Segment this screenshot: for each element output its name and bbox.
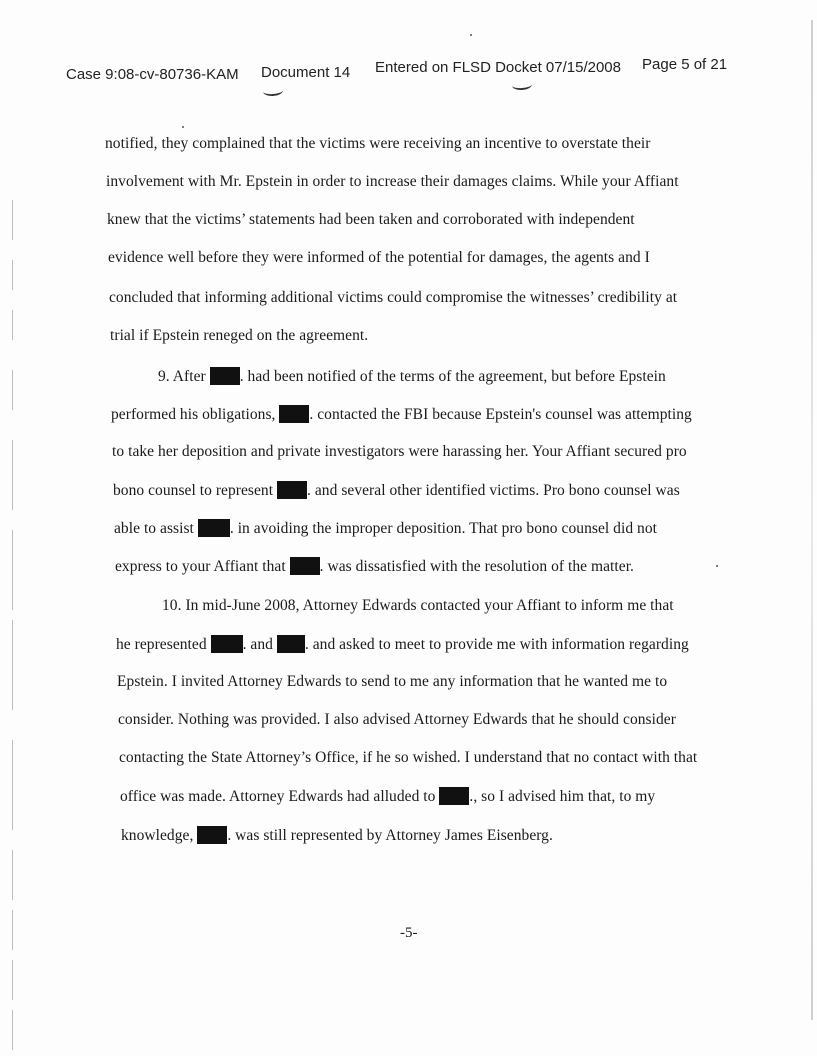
scan-mark-left — [12, 200, 13, 240]
scan-mark-left — [12, 620, 13, 710]
scan-mark-left — [12, 260, 13, 290]
redaction-block — [439, 787, 469, 805]
paragraph-10-start: 10. In mid-June 2008, Attorney Edwards contacted your Affiant to inform me that — [162, 597, 674, 614]
body-line: trial if Epstein reneged on the agreement. — [110, 327, 369, 344]
body-line: he represented . and . and asked to meet to provide me with information regarding — [116, 636, 689, 653]
scan-mark-left — [12, 1010, 13, 1050]
scan-mark-left — [12, 850, 13, 900]
redaction-block — [277, 635, 305, 653]
redaction-block — [210, 367, 240, 385]
scan-mark-left — [12, 740, 13, 830]
redaction-block — [197, 826, 227, 844]
scan-mark-left — [12, 910, 13, 950]
body-line: knowledge, . was still represented by Attorney James Eisenberg. — [121, 827, 553, 844]
body-line: concluded that informing additional victims could compromise the witnesses’ credibility at — [109, 289, 678, 306]
scan-speck — [470, 34, 472, 36]
case-number: Case 9:08-cv-80736-KAM — [66, 66, 239, 83]
scan-speck — [716, 565, 718, 567]
page-number: -5- — [400, 925, 418, 941]
docket-entry-date: Entered on FLSD Docket 07/15/2008 — [375, 59, 621, 76]
redaction-block — [279, 405, 309, 423]
document-number: Document 14 — [261, 64, 351, 81]
body-line: bono counsel to represent . and several other identified victims. Pro bono counsel was — [113, 482, 680, 499]
scan-speck — [182, 126, 184, 128]
body-line: to take her deposition and private investigators were harassing her. Your Affiant secured pro — [112, 443, 687, 460]
body-line: express to your Affiant that . was dissatisfied with the resolution of the matter. — [115, 558, 634, 575]
body-line: evidence well before they were informed of the potential for damages, the agents and I — [108, 249, 650, 266]
scan-mark-left — [12, 960, 13, 1000]
scan-mark-left — [12, 370, 13, 410]
body-line: consider. Nothing was provided. I also advised Attorney Edwards that he should consider — [118, 711, 676, 728]
scan-mark-left — [12, 440, 13, 510]
body-line: able to assist . in avoiding the improper deposition. That pro bono counsel did not — [114, 520, 657, 537]
body-line: notified, they complained that the victims were receiving an incentive to overstate their — [105, 135, 651, 152]
body-line: performed his obligations, . contacted the FBI because Epstein's counsel was attempting — [111, 406, 692, 423]
body-line: knew that the victims’ statements had been taken and corroborated with independent — [107, 211, 635, 228]
body-line: involvement with Mr. Epstein in order to increase their damages claims. While your Affiant — [106, 173, 679, 190]
scan-edge-right — [811, 20, 813, 1020]
page-count: Page 5 of 21 — [642, 56, 728, 73]
pen-mark — [263, 85, 284, 96]
scan-mark-left — [12, 310, 13, 340]
redaction-block — [198, 519, 230, 537]
scan-mark-left — [12, 530, 13, 610]
body-line: office was made. Attorney Edwards had alluded to ., so I advised him that, to my — [120, 788, 656, 805]
docket-header — [0, 56, 817, 86]
body-line: contacting the State Attorney’s Office, if he so wished. I understand that no contact with that — [119, 749, 698, 766]
paragraph-9-start: 9. After . had been notified of the terms of the agreement, but before Epstein — [158, 368, 666, 385]
body-line: Epstein. I invited Attorney Edwards to send to me any information that he wanted me to — [117, 673, 668, 690]
redaction-block — [290, 557, 320, 575]
pen-mark — [512, 79, 533, 90]
redaction-block — [211, 635, 243, 653]
redaction-block — [277, 481, 307, 499]
